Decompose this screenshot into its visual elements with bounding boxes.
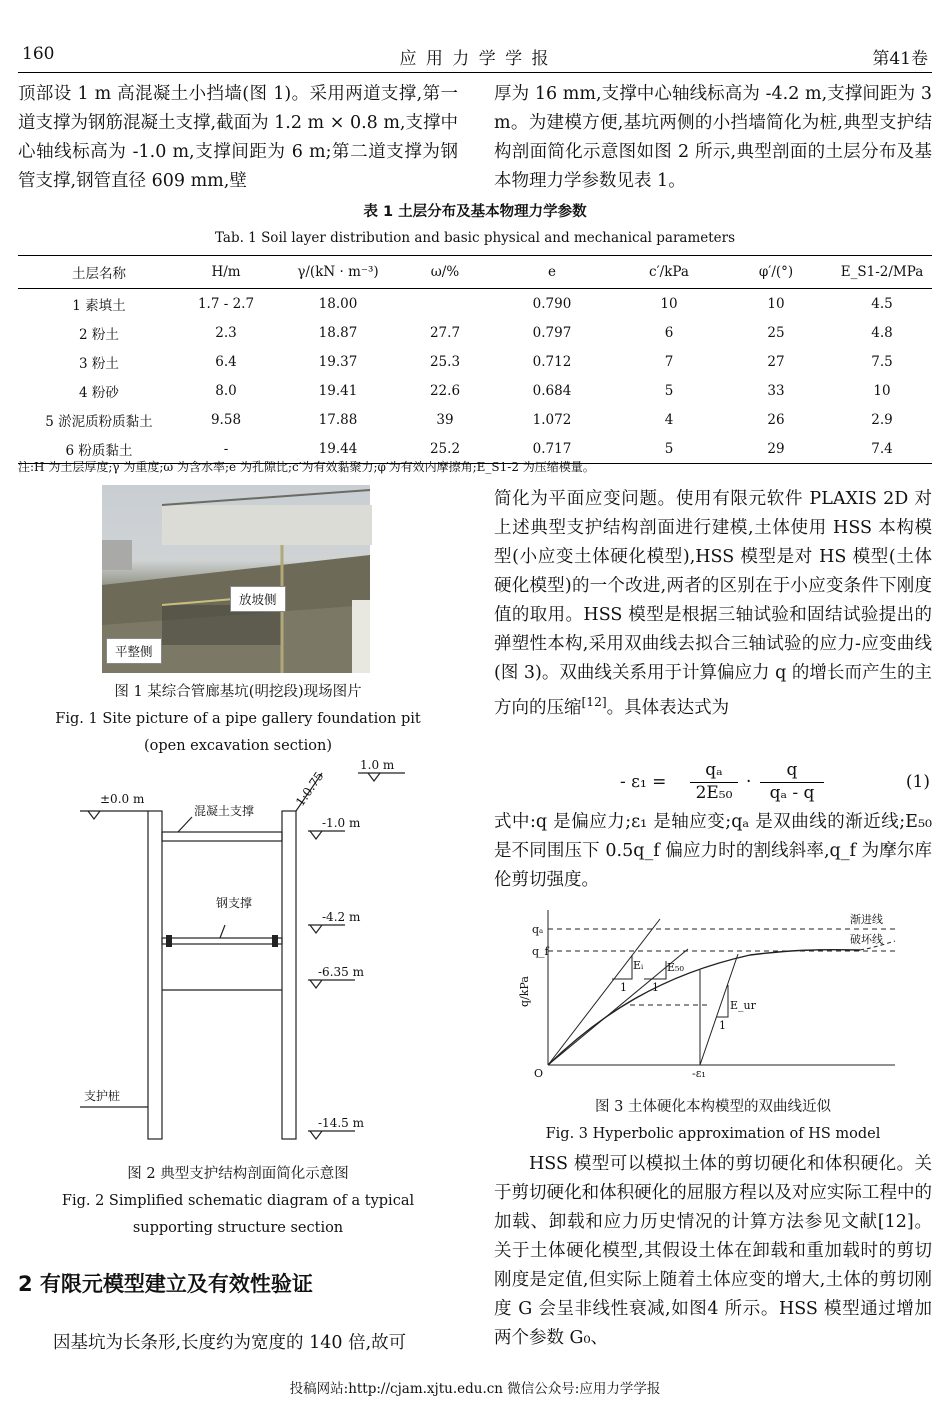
cell: 5 淤泥质粉质黏土 (45, 413, 153, 430)
cell: 0.712 (532, 353, 572, 370)
top-right-paragraph: 厚为 16 mm,支撑中心轴线标高为 -4.2 m,支撑间距为 3 m。为建模方便,基坑两侧的小挡墙简化为桩,典型支护结构剖面简化示意图如图 2 所示,典型剖面的土层分布及基本物理力学参数见表 1。 (494, 84, 932, 191)
fig1-caption-cn: 图 1 某综合管廊基坑(明挖段)现场图片 (114, 684, 362, 700)
cell: 10 (767, 295, 785, 312)
table-note: 注:H 为土层厚度;γ 为重度;ω 为含水率;e 为孔隙比;c′为有效黏聚力;φ′为有效内摩擦角;E_S1-2 为压缩模量。 (18, 460, 595, 474)
label-m635: -6.35 m (318, 965, 364, 979)
cell: 19.44 (272, 434, 404, 464)
cell: 2.9 (871, 411, 893, 428)
header-rule (18, 72, 932, 73)
th-cohesion: c′/kPa (618, 256, 720, 289)
cell: 10 (873, 382, 891, 399)
cell: 19.37 (318, 353, 358, 370)
cell: 6 粉质黏土 (18, 434, 180, 464)
label-qa: qₐ (532, 923, 544, 936)
left-pile (148, 811, 162, 1139)
hyperbolic-curve (548, 950, 860, 1065)
th-void-ratio: e (486, 256, 618, 289)
table-title-cn: 表 1 土层分布及基本物理力学参数 (363, 204, 587, 220)
label-one-1: 1 (620, 981, 627, 994)
concrete-strut (162, 832, 282, 841)
right-paragraph-3: HSS 模型可以模拟土体的剪切硬化和体积硬化。关于剪切硬化和体积硬化的屈服方程以及对应实际工程中的加载、卸载和应力历史情况的计算方法参见文献[12]。关于土体硬化模型,其假设土体在卸载和重加载时的剪切刚度是定值,但实际上随着土体应变的增大,土体的剪切刚度 G 会呈非线性衰减,如图4 所示。HSS 模型通过增加两个参数 G₀、 (494, 1154, 932, 1348)
cell: 2 粉土 (79, 326, 119, 343)
cell: 8.0 (215, 382, 237, 399)
label-one-2: 1 (652, 981, 659, 994)
top-left-paragraph: 顶部设 1 m 高混凝土小挡墙(图 1)。采用两道支撑,第一道支撑为钢筋混凝土支撑,截面为 1.2 m × 0.8 m,支撑中心轴线标高为 -1.0 m,支撑间距为 6 m;第二道支撑为钢管支撑,钢管直径 609 mm,壁 (18, 84, 458, 191)
support-section-diagram (60, 755, 420, 1160)
th-modulus: E_S1-2/MPa (832, 256, 932, 289)
label-E50: E₅₀ (667, 961, 684, 974)
cell: 0.797 (532, 324, 572, 341)
label-Ei: Eᵢ (633, 959, 644, 972)
cell: 1 素填土 (72, 297, 126, 314)
cell (404, 289, 486, 319)
table-row (18, 347, 932, 376)
section-heading: 2 有限元模型建立及有效性验证 (18, 1272, 313, 1296)
cell: 4.5 (871, 295, 893, 312)
page-footer: 投稿网站:http://cjam.xjtu.edu.cn 微信公众号:应用力学学报 (289, 1381, 661, 1397)
table-header-row (18, 256, 932, 289)
journal-title: 应 用 力 学 学 报 (399, 49, 551, 69)
equation-1 (620, 760, 930, 806)
y-axis-label: q/kPa (518, 976, 531, 1007)
level-mark-ground (88, 811, 100, 819)
cell: 1.072 (532, 411, 572, 428)
cell: 25.3 (429, 353, 461, 370)
cell: 27 (767, 353, 785, 370)
label-top: 1.0 m (360, 758, 395, 772)
fig1-caption-en-2: (open excavation section) (143, 738, 333, 754)
cell: - (180, 434, 272, 464)
eq-den1: 2E₅₀ (690, 782, 738, 803)
th-thickness: H/m (180, 256, 272, 289)
cell: 5 (664, 382, 674, 399)
volume: 第41卷 (872, 49, 928, 69)
left-bottom-paragraph: 因基坑为长条形,长度约为宽度的 140 倍,故可 (53, 1333, 407, 1353)
level-mark-top (368, 773, 380, 781)
eq-den2: qₐ - q (760, 782, 824, 803)
page-number: 160 (22, 44, 55, 64)
steel-strut-end-right (272, 935, 278, 947)
cell: 5 (618, 434, 720, 464)
table-row (18, 376, 932, 405)
steel-strut-end-left (166, 935, 172, 947)
label-concrete-strut: 混凝土支撑 (194, 804, 255, 818)
table-title-en: Tab. 1 Soil layer distribution and basic physical and mechanical parameters (214, 230, 736, 246)
level-mark-m1 (310, 831, 322, 839)
steel-strut (162, 938, 282, 944)
right-pile (282, 811, 296, 1139)
level-mark-m635 (310, 980, 322, 988)
cell: 7.5 (871, 353, 893, 370)
table-row (18, 289, 932, 319)
label-origin: O (534, 1067, 544, 1080)
label-failure: 破坏线 (850, 933, 883, 946)
soil-parameter-table (18, 255, 932, 464)
cell: 0.684 (532, 382, 572, 399)
label-eps: -ε₁ (692, 1067, 706, 1080)
steel-leader (220, 925, 225, 938)
label-qf: q_f (532, 945, 549, 958)
label-slope-side: 放坡侧 (230, 586, 286, 612)
cell: 4.8 (871, 324, 893, 341)
th-unit-weight: γ/(kN · m⁻³) (272, 256, 404, 289)
cell: 27.7 (429, 324, 461, 341)
fig2-caption-en-2: supporting structure section (132, 1220, 344, 1236)
fig3-caption-en: Fig. 3 Hyperbolic approximation of HS model (545, 1126, 881, 1142)
cell: 9.58 (210, 411, 242, 428)
fig1-caption-en-1: Fig. 1 Site picture of a pipe gallery foundation pit (55, 711, 421, 727)
cell: 0.717 (486, 434, 618, 464)
cell: 25 (767, 324, 785, 341)
cell: 25.2 (404, 434, 486, 464)
right-paragraph-1-end: 。具体表达式为 (606, 697, 730, 718)
right-paragraph-1-text: 简化为平面应变问题。使用有限元软件 PLAXIS 2D 对上述典型支护结构剖面进行建模,土体使用 HSS 本构模型(小应变土体硬化模型),HSS 模型是对 HS 模型(土体硬化模型)的一个改进,两者的区别在于小应变条件下刚度值的取用。HSS 模型是根据三轴试验和固结试验提出的弹塑性本构,采用双曲线去拟合三轴试验的应力-应变曲线(图 3)。双曲线关系用于计算偏应力 q 的增长而产生的主方向的压缩 (494, 489, 932, 718)
eq-num1: qₐ (705, 760, 723, 780)
fig3-caption-cn: 图 3 土体硬化本构模型的双曲线近似 (595, 1099, 831, 1115)
cell: 33 (767, 382, 785, 399)
cell: 7 (664, 353, 674, 370)
cell: 4 (664, 411, 674, 428)
fig2-caption-cn: 图 2 典型支护结构剖面简化示意图 (127, 1166, 349, 1182)
th-water-content: ω/% (404, 256, 486, 289)
cell: 1.7 - 2.7 (197, 295, 255, 312)
label-m1: -1.0 m (322, 816, 361, 830)
cell: 18.00 (318, 295, 358, 312)
cell: 4 粉砂 (79, 384, 119, 401)
right-paragraph-2: 式中:q 是偏应力;ε₁ 是轴应变;qₐ 是双曲线的渐近线;E₅₀ 是不同围压下 0.5q_f 偏应力时的割线斜率,q_f 为摩尔库伦剪切强度。 (494, 812, 932, 890)
cell: 18.87 (318, 324, 358, 341)
ref-12: [12] (581, 695, 607, 709)
eq-lhs: - ε₁ = (620, 772, 667, 792)
label-m145: -14.5 m (318, 1116, 364, 1130)
hyperbolic-model-figure (520, 905, 900, 1085)
label-flat-side: 平整侧 (106, 638, 162, 664)
cell: 22.6 (429, 382, 461, 399)
label-Eur: E_ur (730, 999, 756, 1012)
cell: 39 (436, 411, 454, 428)
cell: 2.3 (215, 324, 237, 341)
label-ground: ±0.0 m (100, 792, 145, 806)
level-mark-m145 (310, 1131, 322, 1139)
cell: 17.88 (318, 411, 358, 428)
fig2-caption-en-1: Fig. 2 Simplified schematic diagram of a typical (61, 1193, 415, 1209)
eq-number: (1) (905, 772, 930, 792)
table-row (18, 318, 932, 347)
th-layer: 土层名称 (18, 256, 180, 289)
triangle-Eur (717, 985, 728, 1017)
cell: 26 (767, 411, 785, 428)
site-photo (102, 485, 370, 673)
level-mark-m42 (310, 925, 322, 933)
eq-dot: · (746, 772, 752, 792)
tangent-Ei (548, 919, 660, 1065)
right-paragraph-1 (494, 485, 932, 723)
cell: 19.41 (318, 382, 358, 399)
label-asymptote: 渐进线 (850, 913, 883, 926)
table-row (18, 405, 932, 434)
eq-num2: q (786, 760, 798, 780)
cell: 6 (664, 324, 674, 341)
cell: 6.4 (215, 353, 237, 370)
label-pile: 支护桩 (84, 1089, 121, 1103)
cell: 0.790 (532, 295, 572, 312)
label-slope: 1:0.75 (292, 769, 327, 809)
label-steel-strut: 钢支撑 (216, 896, 253, 910)
label-one-3: 1 (719, 1019, 726, 1032)
cell: 29 (720, 434, 832, 464)
label-m42: -4.2 m (322, 910, 361, 924)
cell: 10 (660, 295, 678, 312)
cell: 7.4 (832, 434, 932, 464)
cell: 3 粉土 (79, 355, 119, 372)
concrete-leader (178, 817, 192, 832)
th-friction: φ′/(°) (720, 256, 832, 289)
